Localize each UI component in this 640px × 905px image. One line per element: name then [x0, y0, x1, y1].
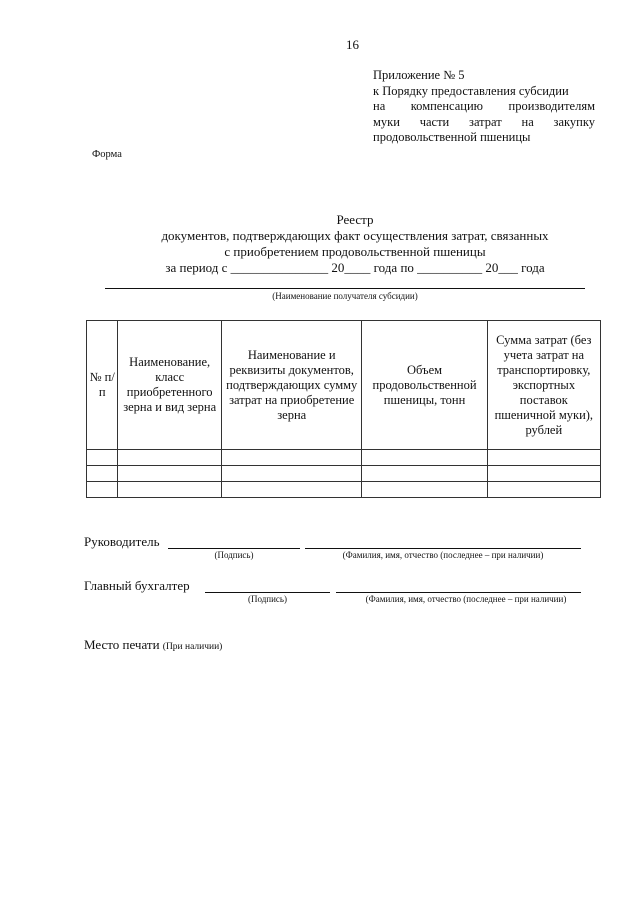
appendix-line: муки части затрат на закупку [373, 114, 595, 129]
table-cell[interactable] [221, 466, 361, 482]
accountant-signature-line[interactable] [205, 592, 330, 593]
table-cell[interactable] [362, 482, 487, 498]
recipient-caption: (Наименование получателя субсидии) [272, 291, 418, 301]
header-cell-volume: Объем продовольственной пшеницы, тонн [362, 321, 487, 450]
accountant-label: Главный бухгалтер [84, 578, 190, 593]
title-line: с приобретением продовольственной пшеницы [224, 244, 486, 259]
table-cell[interactable] [362, 466, 487, 482]
period-line: за период с _______________ 20____ года по __________ 20___ года [165, 260, 545, 275]
table-row [87, 450, 601, 466]
form-label: Форма [92, 149, 122, 160]
signature-caption: (Подпись) [214, 550, 254, 560]
register-table [86, 320, 601, 498]
stamp-place [84, 637, 222, 653]
recipient-name-line[interactable] [105, 288, 585, 289]
header-cell-documents: Наименование и реквизиты документов, подтверждающих сумму затрат на приобретение зерна [221, 321, 361, 450]
stamp-note: (При наличии) [162, 642, 223, 652]
table-cell[interactable] [87, 482, 118, 498]
table-cell[interactable] [362, 450, 487, 466]
stamp-label: Место печати [84, 637, 160, 652]
table-cell[interactable] [118, 482, 222, 498]
appendix-header [373, 68, 595, 146]
page-number: 16 [346, 37, 359, 52]
header-cell-grain: Наименование, класс приобретенного зерна и вид зерна [118, 321, 222, 450]
header-cell-number: № п/п [87, 321, 118, 450]
head-name-line[interactable] [305, 548, 581, 549]
name-caption: (Фамилия, имя, отчество (последнее – при наличии) [365, 594, 567, 604]
table-cell[interactable] [118, 466, 222, 482]
table-cell[interactable] [487, 482, 600, 498]
table-cell[interactable] [87, 466, 118, 482]
head-signature-line[interactable] [168, 548, 300, 549]
accountant-name-line[interactable] [336, 592, 581, 593]
header-cell-cost: Сумма затрат (без учета затрат на транспортировку, экспортных поставок пшеничной муки), рублей [487, 321, 600, 450]
signature-caption: (Подпись) [247, 594, 288, 604]
appendix-line: продовольственной пшеницы [373, 130, 531, 144]
table-cell[interactable] [487, 466, 600, 482]
head-label: Руководитель [84, 534, 160, 549]
appendix-line: к Порядку предоставления субсидии [373, 83, 569, 98]
table-cell[interactable] [487, 450, 600, 466]
table-cell[interactable] [221, 482, 361, 498]
appendix-title: Приложение № 5 [373, 68, 465, 82]
title-heading: Реестр [336, 212, 374, 227]
table-cell[interactable] [118, 450, 222, 466]
table-row [87, 466, 601, 482]
table-cell[interactable] [221, 450, 361, 466]
title-line: документов, подтверждающих факт осуществления затрат, связанных [161, 228, 549, 243]
table-header-row [87, 321, 601, 450]
name-caption: (Фамилия, имя, отчество (последнее – при наличии) [342, 550, 544, 560]
appendix-line: на компенсацию производителям [373, 99, 595, 113]
table-row [87, 482, 601, 498]
register-title [70, 212, 640, 276]
table-cell[interactable] [87, 450, 118, 466]
